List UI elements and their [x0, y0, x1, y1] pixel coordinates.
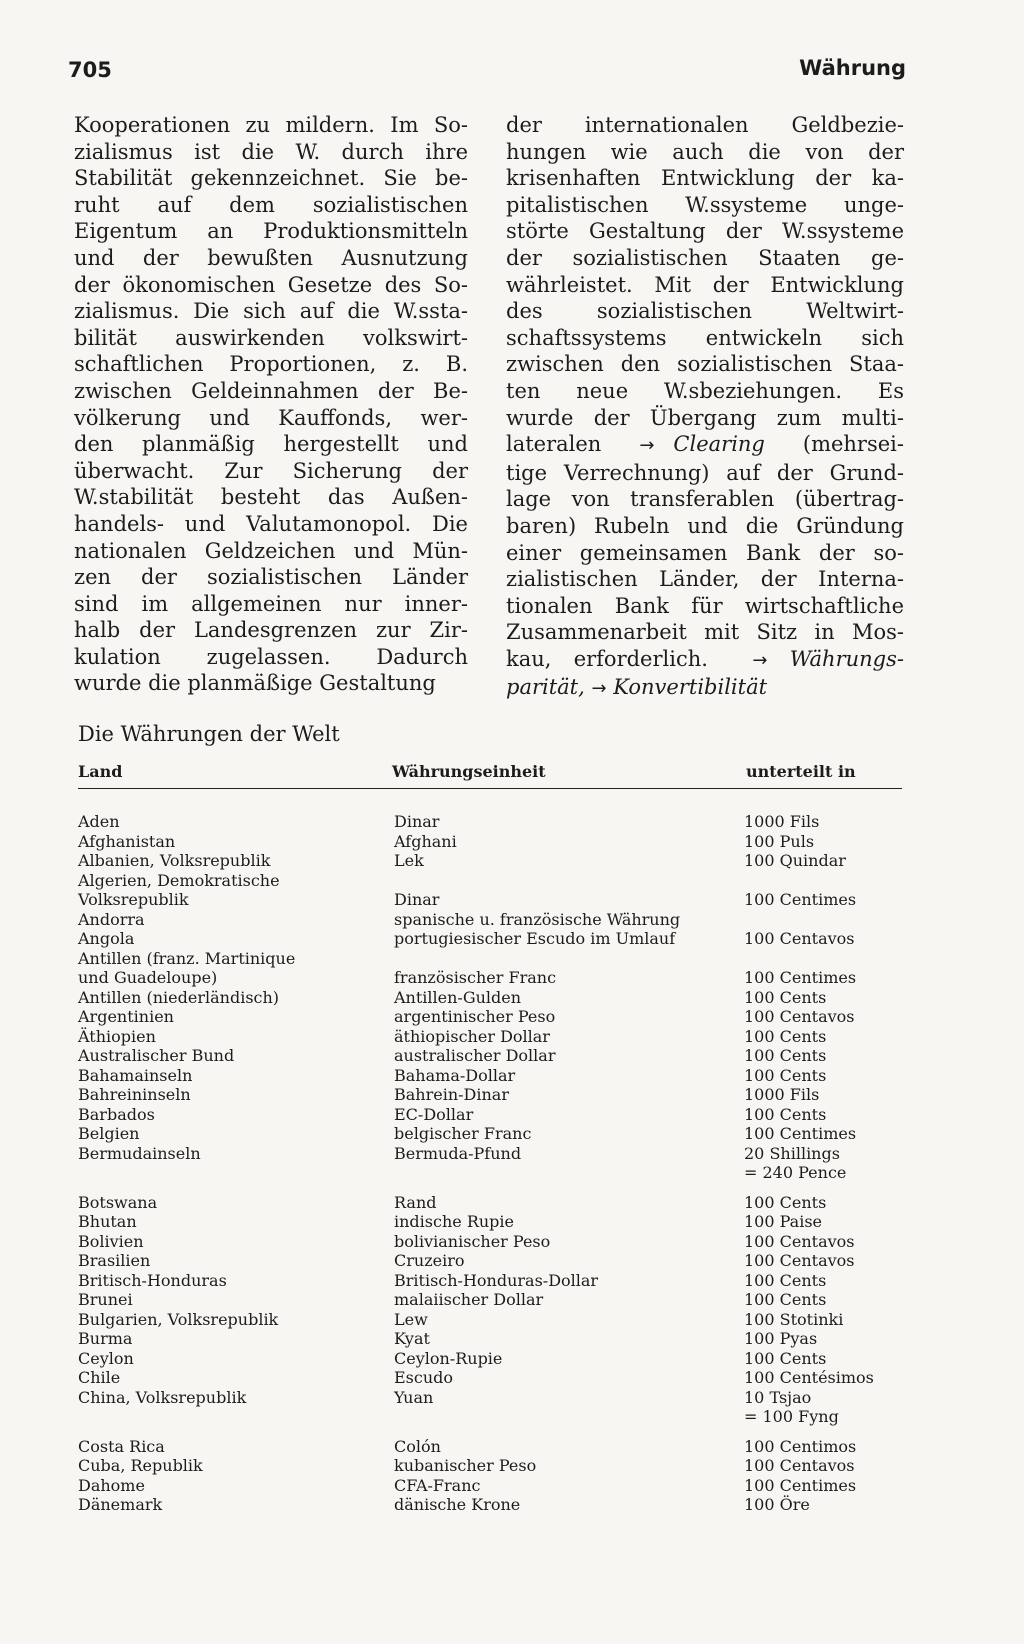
- cell-unit: argentinischer Peso: [394, 1007, 556, 1026]
- group-gap: [744, 1183, 904, 1193]
- cell-land: Aden: [78, 812, 120, 831]
- text-line: den planmäßig hergestellt und: [74, 432, 468, 457]
- cell-land: Afghanistan: [78, 831, 176, 851]
- cell-sub: 20 Shillings: [744, 1143, 840, 1163]
- cell-sub: 100 Centésimos: [744, 1368, 874, 1387]
- cell-sub: 100 Centimes: [744, 1475, 857, 1495]
- cell-land: Britisch-Honduras: [78, 1270, 227, 1290]
- cell-sub: 1000 Fils: [744, 1085, 820, 1104]
- text-line: zialismus ist die W. durch ihre: [74, 139, 468, 164]
- text-line: wurde der Übergang zum multi-: [506, 405, 904, 430]
- cell-land: China, Volksrepublik: [78, 1387, 247, 1407]
- cell-land: Bahreininseln: [78, 1085, 191, 1104]
- cell-unit: Yuan: [394, 1387, 434, 1407]
- text-line: zialismus. Die sich auf die W.ssta-: [74, 299, 468, 324]
- cell-land: Brasilien: [78, 1251, 151, 1270]
- cell-sub: [744, 910, 904, 930]
- cell-sub: 1000 Fils: [744, 812, 820, 831]
- text-line: halb der Landesgrenzen zur Zir-: [74, 618, 468, 643]
- cell-unit: [394, 1407, 724, 1427]
- text-line-clearing: [506, 431, 904, 460]
- cell-sub: 100 Quindar: [744, 851, 846, 870]
- cell-sub: 100 Paise: [744, 1212, 823, 1231]
- text-line: bilität auswirkenden volkswirt-: [74, 325, 468, 350]
- cross-reference-arrow-icon: →: [591, 678, 607, 700]
- cell-land: Costa Rica: [78, 1436, 165, 1456]
- cell-unit: Escudo: [394, 1368, 454, 1387]
- cell-unit: Dinar: [394, 812, 440, 831]
- cross-reference-arrow-icon: →: [639, 435, 655, 457]
- cell-land: Australischer Bund: [78, 1046, 235, 1065]
- cell-land: [78, 1163, 378, 1183]
- cell-unit: Ceylon-Rupie: [394, 1348, 503, 1368]
- cell-land: Volksrepublik: [78, 890, 189, 909]
- cell-sub: 100 Centimes: [744, 968, 857, 987]
- cell-sub: 100 Cents: [744, 1046, 827, 1065]
- text-line: krisenhaften Entwicklung der ka-: [506, 166, 904, 191]
- text-line: zwischen Geldeinnahmen der Be-: [74, 378, 468, 403]
- cell-unit: kubanischer Peso: [394, 1456, 537, 1475]
- group-gap: [394, 1183, 724, 1193]
- column-header-unit: Währungseinheit: [392, 762, 546, 781]
- text-line: wurde die planmäßige Gestaltung: [74, 671, 436, 696]
- cell-sub: 100 Stotinki: [744, 1309, 844, 1329]
- text-line: störte Gestaltung der W.ssysteme: [506, 219, 904, 244]
- cell-unit: Lek: [394, 851, 424, 870]
- text-line: schaftlichen Proportionen, z. B.: [74, 352, 468, 377]
- cell-unit: [394, 1163, 724, 1183]
- cell-land: Ceylon: [78, 1348, 134, 1368]
- group-gap: [78, 1183, 378, 1193]
- text-line: zialistischen Länder, der Interna-: [506, 567, 904, 592]
- cell-land: Dänemark: [78, 1495, 163, 1514]
- cell-land: Äthiopien: [78, 1026, 156, 1046]
- column-header-land: Land: [78, 762, 123, 781]
- cell-unit: EC-Dollar: [394, 1104, 474, 1124]
- text-line: zen der sozialistischen Länder: [74, 565, 468, 590]
- cell-land: Brunei: [78, 1290, 133, 1309]
- column-sub: [744, 812, 904, 1515]
- group-gap: [78, 1427, 378, 1437]
- cell-land: Bahamainseln: [78, 1065, 193, 1085]
- cell-unit: bolivianischer Peso: [394, 1231, 551, 1251]
- cell-land: Belgien: [78, 1124, 140, 1143]
- text-line: der sozialistischen Staaten ge-: [506, 245, 904, 270]
- cell-unit: Rand: [394, 1192, 437, 1212]
- text-line: des sozialistischen Weltwirt-: [506, 299, 904, 324]
- cell-unit: äthiopischer Dollar: [394, 1026, 550, 1046]
- cell-unit: Colón: [394, 1436, 441, 1456]
- cell-land: und Guadeloupe): [78, 968, 218, 987]
- text-line: und der bewußten Ausnutzung: [74, 245, 468, 270]
- cross-reference-arrow-icon: →: [752, 649, 768, 671]
- cell-sub: 100 Cents: [744, 1290, 827, 1309]
- cell-sub: 100 Pyas: [744, 1329, 818, 1348]
- text-line: kulation zugelassen. Dadurch: [74, 644, 468, 669]
- cell-sub: 100 Cents: [744, 1026, 827, 1046]
- cell-sub: 100 Centimes: [744, 890, 857, 909]
- text-line-crossref: [506, 646, 904, 675]
- text-line: ruht auf dem sozialistischen: [74, 192, 468, 217]
- cell-unit: französischer Franc: [394, 968, 557, 987]
- cell-unit: Dinar: [394, 890, 440, 909]
- text-line: währleistet. Mit der Entwicklung: [506, 272, 904, 297]
- cell-land: Chile: [78, 1368, 121, 1387]
- cell-unit: Antillen-Gulden: [394, 987, 522, 1007]
- column-land: [78, 812, 378, 1515]
- table-title: Die Währungen der Welt: [78, 722, 340, 746]
- text-line: Zusammenarbeit mit Sitz in Mos-: [506, 620, 904, 645]
- cell-land: Albanien, Volksrepublik: [78, 851, 271, 870]
- group-gap: [744, 1427, 904, 1437]
- text-line: ten neue W.sbeziehungen. Es: [506, 378, 904, 403]
- text-line: zwischen den sozialistischen Staa-: [506, 352, 904, 377]
- text-line: handels- und Valutamonopol. Die: [74, 511, 468, 536]
- cell-sub: [744, 871, 904, 891]
- text-line: pitalistischen W.ssysteme unge-: [506, 192, 904, 217]
- text-line: einer gemeinsamen Bank der so-: [506, 540, 904, 565]
- page-number: 705: [68, 58, 112, 82]
- cell-land: Botswana: [78, 1192, 158, 1212]
- cell-unit: Afghani: [394, 831, 457, 851]
- cell-unit: Bahrein-Dinar: [394, 1085, 509, 1104]
- cell-sub: 100 Centimes: [744, 1124, 857, 1143]
- cell-unit: CFA-Franc: [394, 1475, 481, 1495]
- cell-sub: 100 Centavos: [744, 1007, 855, 1026]
- running-head: Währung: [799, 56, 906, 80]
- text-line: sind im allgemeinen nur inner-: [74, 591, 468, 616]
- cell-sub: 100 Puls: [744, 831, 815, 851]
- cell-unit: Kyat: [394, 1329, 430, 1348]
- cell-sub: 100 Cents: [744, 987, 827, 1007]
- cell-sub: 100 Centavos: [744, 1251, 855, 1270]
- cell-land: Bulgarien, Volksrepublik: [78, 1309, 279, 1329]
- cell-land: Andorra: [78, 909, 145, 929]
- text-column-right: [506, 112, 904, 703]
- cross-reference-konvertibilitaet[interactable]: Konvertibilität: [613, 675, 768, 700]
- cell-sub: 100 Cents: [744, 1270, 827, 1290]
- cell-land: Bhutan: [78, 1212, 137, 1231]
- cell-sub: 10 Tsjao: [744, 1387, 812, 1407]
- cell-land: Antillen (niederländisch): [78, 987, 280, 1007]
- cell-unit: australischer Dollar: [394, 1046, 556, 1065]
- cell-land: Antillen (franz. Martinique: [78, 948, 296, 968]
- cross-reference-waehrungsparitaet[interactable]: Währungs-: [789, 646, 904, 671]
- cell-land: Algerien, Demokratische: [78, 870, 280, 890]
- cell-land: Bolivien: [78, 1231, 144, 1251]
- column-header-sub: unterteilt in: [746, 762, 856, 781]
- cell-land: [78, 1407, 378, 1427]
- cross-reference-clearing[interactable]: Clearing: [673, 432, 765, 457]
- text-line: W.stabilität besteht das Außen-: [74, 485, 468, 510]
- text-line: schaftssystems entwickeln sich: [506, 325, 904, 350]
- cell-unit: spanische u. französische Währung: [394, 909, 681, 929]
- text-line: überwacht. Zur Sicherung der: [74, 458, 468, 483]
- text-line: Kooperationen zu mildern. Im So-: [74, 113, 468, 137]
- cross-reference-waehrungsparitaet-cont[interactable]: parität,: [506, 675, 585, 700]
- cell-unit: Bahama-Dollar: [394, 1065, 516, 1085]
- text-line: der ökonomischen Gesetze des So-: [74, 272, 468, 297]
- text-fragment: lateralen: [506, 432, 602, 457]
- cell-unit: Lew: [394, 1309, 428, 1329]
- cell-land: Angola: [78, 929, 135, 948]
- cell-unit: [394, 949, 724, 969]
- cell-unit: Britisch-Honduras-Dollar: [394, 1270, 599, 1290]
- cell-land: Burma: [78, 1329, 133, 1348]
- text-line: völkerung und Kauffonds, wer-: [74, 405, 468, 430]
- cell-sub: 100 Centavos: [744, 1456, 855, 1475]
- cell-land: Argentinien: [78, 1007, 174, 1026]
- text-column-left: [74, 112, 468, 697]
- group-gap: [394, 1427, 724, 1437]
- cell-unit: portugiesischer Escudo im Umlauf: [394, 929, 676, 948]
- cell-unit: Cruzeiro: [394, 1251, 465, 1270]
- cell-sub: 100 Cents: [744, 1065, 827, 1085]
- cell-unit: belgischer Franc: [394, 1124, 532, 1143]
- text-line: Eigentum an Produktionsmitteln: [74, 219, 468, 244]
- cell-unit: indische Rupie: [394, 1212, 514, 1231]
- cell-unit: [394, 871, 724, 891]
- text-fragment: kau, erforderlich.: [506, 646, 708, 671]
- cell-land: Cuba, Republik: [78, 1456, 203, 1475]
- text-line-crossref: [506, 674, 904, 703]
- cell-unit: dänische Krone: [394, 1495, 521, 1514]
- cell-sub: [744, 949, 904, 969]
- cell-sub: = 100 Fyng: [744, 1407, 839, 1426]
- column-unit: [394, 812, 724, 1515]
- cell-unit: malaiischer Dollar: [394, 1290, 544, 1309]
- text-line: lage von transferablen (übertrag-: [506, 487, 904, 512]
- cell-sub: 100 Öre: [744, 1495, 810, 1514]
- cell-sub: 100 Cents: [744, 1104, 827, 1124]
- text-fragment: (mehrsei-: [802, 432, 904, 457]
- cell-land: Barbados: [78, 1104, 155, 1124]
- cell-sub: 100 Centavos: [744, 929, 855, 948]
- text-line: baren) Rubeln und die Gründung: [506, 513, 904, 538]
- text-line: tionalen Bank für wirtschaftliche: [506, 593, 904, 618]
- cell-unit: Bermuda-Pfund: [394, 1143, 522, 1163]
- cell-sub: 100 Cents: [744, 1192, 827, 1212]
- cell-sub: 100 Cents: [744, 1348, 827, 1368]
- cell-land: Bermudainseln: [78, 1143, 201, 1163]
- cell-sub: 100 Centavos: [744, 1231, 855, 1251]
- text-line: Stabilität gekennzeichnet. Sie be-: [74, 166, 468, 191]
- text-line: hungen wie auch die von der: [506, 139, 904, 164]
- text-line: der internationalen Geldbezie-: [506, 113, 904, 137]
- text-line: tige Verrechnung) auf der Grund-: [506, 460, 904, 485]
- cell-sub: = 240 Pence: [744, 1163, 847, 1182]
- cell-sub: 100 Centimos: [744, 1436, 857, 1456]
- cell-land: Dahome: [78, 1475, 145, 1495]
- header-rule: [78, 788, 902, 789]
- text-line: nationalen Geldzeichen und Mün-: [74, 538, 468, 563]
